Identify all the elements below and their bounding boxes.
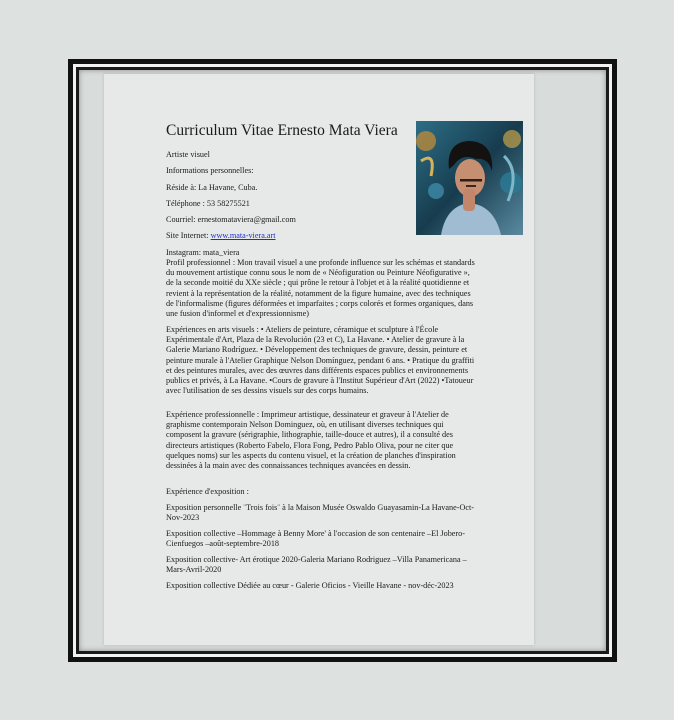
- website-label: Site Internet:: [166, 231, 211, 241]
- website-line: [166, 231, 476, 241]
- arts-experience-paragraph: Expériences en arts visuels : • Ateliers de peinture, céramique et sculpture à l'École Expérimentale d'Art, Plaza de la Revolución (23 et C), La Havane. • Atelier de gravure à la Galerie Mariano Rodríguez. • Développement des techniques de gravure, dessin, peinture et peinture murale à l'Atelier Graphique Nelson Domínguez, pendant 6 ans. • Pratique du graffiti et des peintures murales, avec des œuvres dans différents espaces publics et environnements publics et privés, à La Havane. •Cours de gravure à l'Institut Supérieur d'Art (2022) •Tatoueur avec l'utilisation de ses dessins visuels sur des corps humains.: [166, 325, 475, 396]
- exhibition-item: Exposition collective Dédiée au cœur - Galerie Oficios - Vieille Havane - nov-déc-2023: [166, 581, 454, 590]
- phone-text: Téléphone : 53 58275521: [166, 198, 250, 208]
- cv-header: [166, 118, 476, 264]
- page-title: Curriculum Vitae Ernesto Mata Viera: [166, 122, 398, 139]
- professional-experience-paragraph: Expérience professionnelle : Imprimeur artistique, dessinateur et graveur à l'Atelier de graphisme contemporain Nelson Dominguez, où, en utilisant diverses techniques qui composent la gravure (sérigraphie, lithographie, taille-douce et autres), il a consulté des directeurs artistiques (Roberto Fabelo, Flora Fong, Pedro Pablo Oliva, pour ne citer que quelques noms) sur les aspects du contenu visuel, et la création de planches d'inspiration dessinées à la main avec des connaissances techniques avancées en dessin.: [166, 410, 456, 471]
- personal-info-heading: Informations personnelles:: [166, 166, 254, 176]
- role-text: Artiste visuel: [166, 150, 210, 159]
- exhibition-item: Exposition collective- Art érotique 2020-Galeria Mariano Rodriguez –Villa Panamericana –Mars-Avril-2020: [166, 555, 467, 575]
- residence-text: Réside à: La Havane, Cuba.: [166, 182, 258, 192]
- exhibition-heading: Expérience d'exposition :: [166, 487, 249, 496]
- website-link[interactable]: www.mata-viera.art: [210, 231, 276, 241]
- exhibition-item: Exposition collective –Hommage à Benny More' à l'occasion de son centenaire –El Jobero-Cienfuegos –août-septembre-2018: [166, 529, 465, 549]
- profile-paragraph: Profil professionnel : Mon travail visuel a une profonde influence sur les schémas et standards du mouvement artistique connu sous le nom de « Néofiguration ou Peinture Néofigurative », de la seconde moitié du XXe siècle ; qui prône le retour à l'objet et à la réalité quotidienne et revient à la représentation de la réalité, notamment de la figure humaine, avec des techniques de l'informalisme (figures déformées et imparfaites ; corps colorés et formes organiques, dans une fusion d'informel et d'expressionnisme): [166, 258, 475, 319]
- instagram-text: Instagram: mata_viera: [166, 247, 240, 257]
- exhibition-item: Exposition personnelle ¨Trois fois¨ à la Maison Musée Oswaldo Guayasamin-La Havane-Oct-Nov-2023: [166, 503, 475, 523]
- email-text: Courriel: ernestomataviera@gmail.com: [166, 215, 296, 225]
